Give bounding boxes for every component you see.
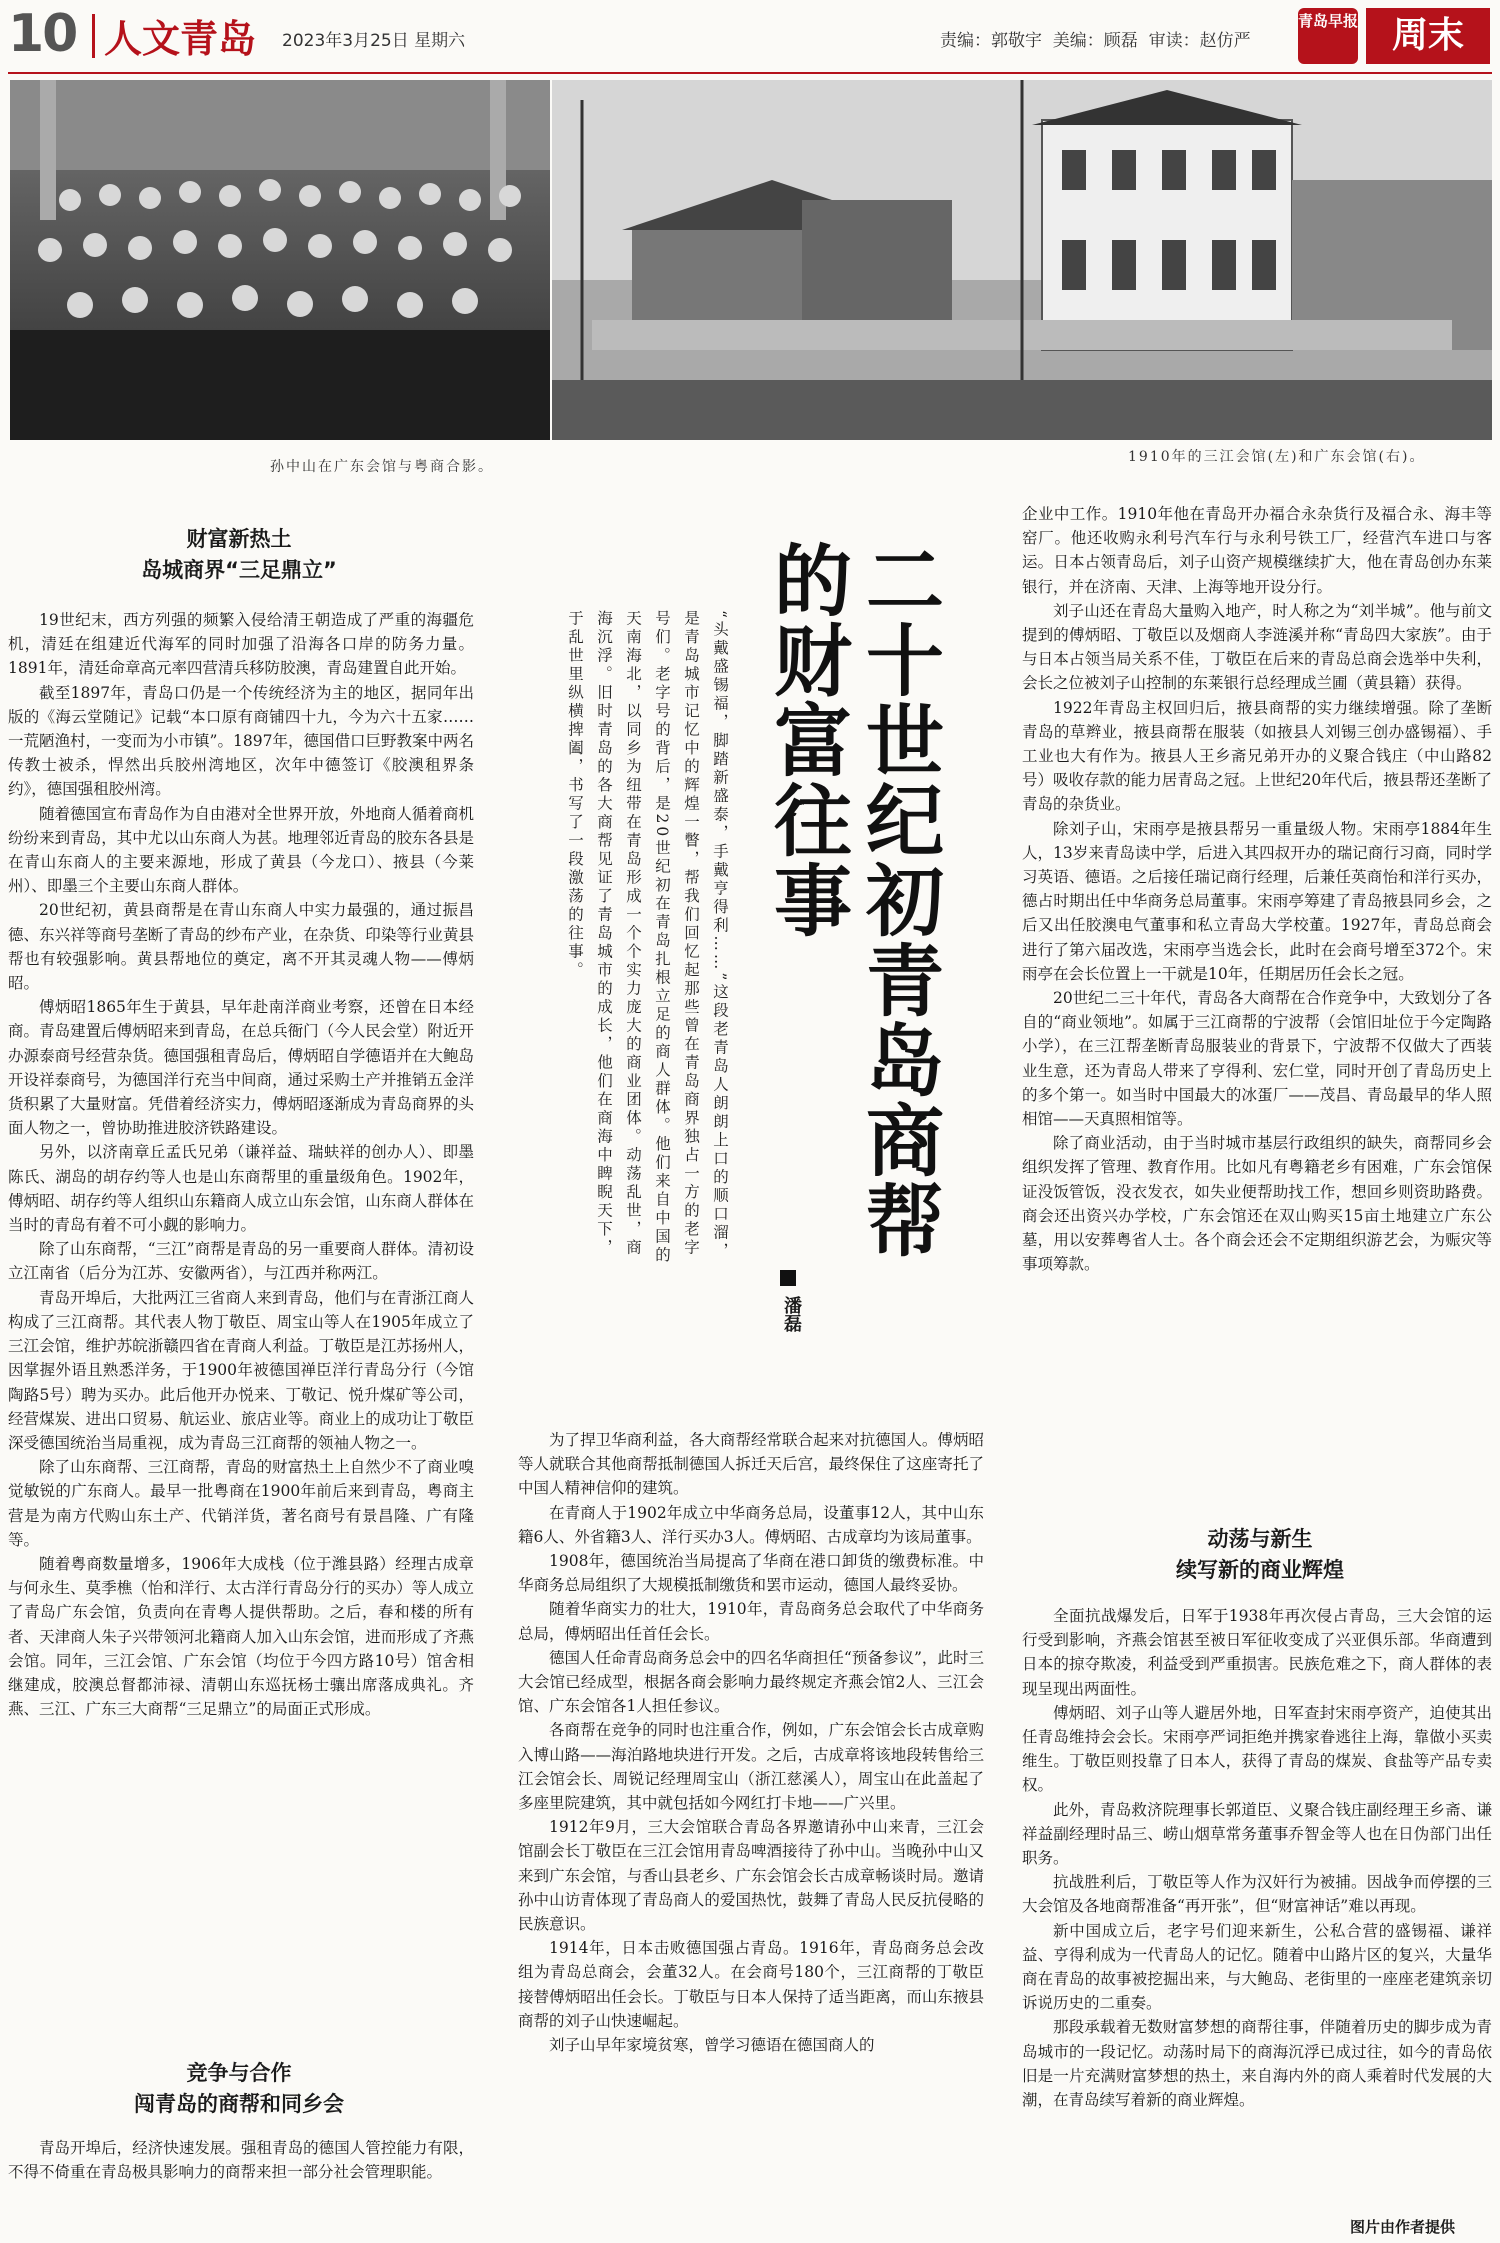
paragraph: 20世纪二三十年代，青岛各大商帮在合作竞争中，大致划分了各自的“商业领地”。如属于三江商帮的宁波帮（会馆旧址位于今定陶路小学），在三江帮垄断青岛服装业的背景下，宁波帮不仅做大了西装业生意，还为青岛人带来了亨得利、宏仁堂，同时开创了青岛历史上的多个第一。如当时中国最大的冰蛋厂——茂昌、青岛最早的华人照相馆——天真照相馆等。 bbox=[1022, 989, 1492, 1129]
paragraph: 另外，以济南章丘孟氏兄弟（谦祥益、瑞蚨祥的创办人）、即墨陈氏、湖岛的胡存约等人也是山东商帮里的重量级角色。1902年，傅炳昭、胡存约等人组织山东籍商人成立山东会馆，山东商人群体在当时的青岛有着不可小觑的影响力。 bbox=[8, 1143, 474, 1235]
author-name: 潘磊 bbox=[781, 1296, 802, 1332]
author-bullet bbox=[780, 1270, 796, 1286]
buildings-photo bbox=[552, 80, 1492, 440]
editor-credits: 责编：郭敬宇 美编：顾磊 审读：赵仿严 bbox=[940, 31, 1251, 51]
weekend-badge: 周末 bbox=[1366, 8, 1490, 64]
paragraph: 全面抗战爆发后，日军于1938年再次侵占青岛，三大会馆的运行受到影响，齐燕会馆甚至被日军征收变成了兴亚俱乐部。华商遭到日本的掠夺欺凌，利益受到严重损害。民族危难之下，商人群体的表现呈现出两面性。 bbox=[1022, 1607, 1492, 1698]
paragraph: 1908年，德国统治当局提高了华商在港口卸货的缴费标准。中华商务总局组织了大规模抵制缴货和罢市运动，德国人最终妥协。 bbox=[518, 1552, 984, 1595]
section-title: 人文青岛 bbox=[104, 17, 257, 61]
buildings-photo-image bbox=[552, 80, 1492, 440]
section-3-heading-line-2: 续写新的商业辉煌 bbox=[1176, 1558, 1344, 1582]
column-2 bbox=[518, 1428, 984, 2240]
group-photo bbox=[10, 80, 550, 440]
paragraph: 20世纪初，黄县商帮是在青山东商人中实力最强的，通过振昌德、东兴祥等商号垄断了青岛的纱布产业，在杂货、印染等行业黄县帮也有较强影响。黄县帮地位的奠定，离不开其灵魂人物——傅炳昭。 bbox=[8, 901, 474, 993]
paragraph: 除刘子山，宋雨亭是掖县帮另一重量级人物。宋雨亭1884年生人，13岁来青岛读中学，后进入其四叔开办的瑞记商行习商，同时学习英语、德语。之后接任瑞记商行经理，后兼任英商怡和洋行买办，德占时期出任中华商务总局董事。宋雨亭筹建了青岛掖县同乡会，之后又出任胶澳电气董事和私立青岛大学校董。1927年，青岛总商会进行了第六届改选，宋雨亭当选会长，此时在会商号增至372个。宋雨亭在会长位置上一干就是10年，任期居历任会长之冠。 bbox=[1022, 819, 1492, 983]
paragraph: 刘子山还在青岛大量购入地产，时人称之为“刘半城”。他与前文提到的傅炳昭、丁敬臣以及烟商人李涟溪并称“青岛四大家族”。由于与日本占领当局关系不佳，丁敬臣在后来的青岛总商会选举中失利，会长之位被刘子山控制的东莱银行总经理成兰圃（黄县籍）获得。 bbox=[1022, 601, 1492, 693]
right-photo-caption: 1910年的三江会馆(左)和广东会馆(右)。 bbox=[1128, 449, 1426, 465]
paragraph: 新中国成立后，老字号们迎来新生，公私合营的盛锡福、谦祥益、亨得利成为一代青岛人的记忆。随着中山路片区的复兴，大量华商在青岛的故事被挖掘出来，与大鲍岛、老街里的一座座老建筑亲切诉说历史的二重奏。 bbox=[1022, 1921, 1492, 2013]
paragraph: 青岛开埠后，经济快速发展。强租青岛的德国人管控能力有限，不得不倚重在青岛极具影响力的商帮来担一部分社会管理职能。 bbox=[8, 2139, 474, 2182]
paragraph: 企业中工作。1910年他在青岛开办福合永杂货行及福合永、海丰等窑厂。他还收购永利号汽车行与永利号铁工厂，经营汽车进口与客运。日本占领青岛后，刘子山资产规模继续扩大，他在青岛创办东莱银行，并在济南、天津、上海等地开设分行。 bbox=[1022, 505, 1492, 596]
paragraph: 随着德国宣布青岛作为自由港对全世界开放，外地商人循着商机纷纷来到青岛，其中尤以山东商人为甚。地理邻近青岛的胶东各县是在青山东商人的主要来源地，形成了黄县（今龙口）、掖县（今莱州）、即墨三个主要山东商人群体。 bbox=[8, 804, 474, 896]
newspaper-logo bbox=[1298, 8, 1358, 64]
section-1-heading-line-1: 财富新热土 bbox=[186, 527, 292, 551]
paragraph: 各商帮在竞争的同时也注重合作，例如，广东会馆会长古成章购入博山路——海泊路地块进行开发。之后，古成章将该地段转售给三江会馆会长、周锐记经理周宝山（浙江慈溪人），周宝山在此盖起了多座里院建筑，其中就包括如今网红打卡地——广兴里。 bbox=[518, 1721, 984, 1813]
logo-text: 青岛早报 bbox=[1298, 12, 1359, 30]
issue-date: 2023年3月25日 星期六 bbox=[282, 31, 466, 51]
header-divider bbox=[92, 14, 95, 58]
left-photo-caption: 孙中山在广东会馆与粤商合影。 bbox=[270, 459, 494, 475]
paragraph: 随着华商实力的壮大，1910年，青岛商务总会取代了中华商务总局，傅炳昭出任首任会长。 bbox=[518, 1600, 984, 1643]
paragraph: 刘子山早年家境贫寒，曾学习德语在德国商人的 bbox=[549, 2036, 875, 2055]
paragraph: 傅炳昭、刘子山等人避居外地，日军查封宋雨亭资产，迫使其出任青岛维持会会长。宋雨亭严词拒绝并携家眷逃往上海，靠做小买卖维生。丁敬臣则投靠了日本人，获得了青岛的煤炭、食盐等产品专卖权。 bbox=[1022, 1703, 1492, 1795]
column-3-bottom bbox=[1022, 1604, 1492, 2212]
paragraph: 青岛开埠后，大批两江三省商人来到青岛，他们与在青浙江商人构成了三江商帮。其代表人物丁敬臣、周宝山等人在1905年成立了三江会馆，维护苏皖浙赣四省在青商人利益。丁敬臣是江苏扬州人，因掌握外语且熟悉洋务，于1900年被德国禅臣洋行青岛分行（今馆陶路5号）聘为买办。此后他开办悦来、丁敬记、悦升煤矿等公司，经营煤炭、进出口贸易、航运业、旅店业等。商业上的成功让丁敬臣深受德国统治当局重视，成为青岛三江商帮的领袖人物之一。 bbox=[8, 1288, 474, 1452]
paragraph: 19世纪末，西方列强的频繁入侵给清王朝造成了严重的海疆危机，清廷在组建近代海军的同时加强了沿海各口岸的防务力量。1891年，清廷命章高元率四营清兵移防胶澳，青岛建置自此开始。 bbox=[8, 611, 474, 678]
section-1-heading bbox=[44, 524, 434, 586]
paragraph: 傅炳昭1865年生于黄县，早年赴南洋商业考察，还曾在日本经商。青岛建置后傅炳昭来到青岛，在总兵衙门（今人民会堂）附近开办源泰商号经营杂货。德国强租青岛后，傅炳昭自学德语并在大鲍岛开设祥泰商号，为德国洋行充当中间商，通过采购土产并推销五金洋货积累了大量财富。凭借着经济实力，傅炳昭逐渐成为青岛商界的头面人物之一，曾协助推进胶济铁路建设。 bbox=[8, 998, 474, 1138]
section-1-heading-line-2: 岛城商界“三足鼎立” bbox=[141, 558, 337, 582]
section-2-heading bbox=[44, 2058, 434, 2120]
paragraph: 在青商人于1902年成立中华商务总局，设董事12人，其中山东籍6人、外省籍3人、洋行买办3人。傅炳昭、古成章均为该局董事。 bbox=[518, 1503, 984, 1546]
paragraph: 1912年9月，三大会馆联合青岛各界邀请孙中山来青，三江会馆副会长丁敬臣在三江会馆用青岛啤酒接待了孙中山。当晚孙中山又来到广东会馆，与香山县老乡、广东会馆会长古成章畅谈时局。邀请孙中山访青体现了青岛商人的爱国热忱，鼓舞了青岛人民反抗侵略的民族意识。 bbox=[518, 1818, 984, 1934]
paragraph: 除了山东商帮、三江商帮，青岛的财富热土上自然少不了商业嗅觉敏锐的广东商人。最早一批粤商在1900年前后来到青岛，粤商主营是为南方代购山东土产、代销洋货，著名商号有景昌隆、广有隆等。 bbox=[8, 1458, 474, 1549]
column-1 bbox=[8, 608, 474, 1996]
paragraph: 那段承载着无数财富梦想的商帮往事，伴随着历史的脚步成为青岛城市的一段记忆。动荡时局下的商海沉浮已成过往，如今的青岛依旧是一片充满财富梦想的热土，来自海内外的商人乘着时代发展的大潮，在青岛续写着新的商业辉煌。 bbox=[1022, 2018, 1492, 2110]
paragraph: 此外，青岛救济院理事长郭道臣、义聚合钱庄副经理王乡斋、谦祥益副经理时品三、崂山烟草常务董事乔智金等人也在日伪部门出任职务。 bbox=[1022, 1800, 1492, 1868]
paragraph: 抗战胜利后，丁敬臣等人作为汉奸行为被捕。因战争而停摆的三大会馆及各地商帮准备“再开张”，但“财富神话”难以再现。 bbox=[1022, 1873, 1492, 1916]
section-2-heading-line-2: 闯青岛的商帮和同乡会 bbox=[134, 2092, 344, 2116]
column-1-bottom bbox=[8, 2136, 474, 2240]
paragraph: 除了商业活动，由于当时城市基层行政组织的缺失，商帮同乡会组织发挥了管理、教育作用。比如凡有粤籍老乡有困难，广东会馆保证没饭管饭，没衣发衣，如失业便帮助找工作，想回乡则资助路费。商会还出资兴办学校，广东会馆还在双山购买15亩土地建立广东公墓，用以安葬粤省人士。各个商会还会不定期组织游艺会，为赈灾等事项筹款。 bbox=[1022, 1134, 1492, 1274]
paragraph: 为了捍卫华商利益，各大商帮经常联合起来对抗德国人。傅炳昭等人就联合其他商帮抵制德国人拆迁天后宫，最终保住了这座寄托了中国人精神信仰的建筑。 bbox=[518, 1431, 984, 1498]
section-3-heading-line-1: 动荡与新生 bbox=[1207, 1527, 1313, 1551]
article-intro: “头戴盛锡福，脚踏新盛泰，手戴亨得利……”这段老青岛人朗朗上口的顺口溜，是青岛城市记忆中的辉煌一瞥，帮我们回忆起那些曾在青岛商界独占一方的老字号们。老字号的背后，是20世纪初在青岛扎根立足的商人群体。他们来自中国的天南海北，以同乡为纽带在青岛形成一个个实力庞大的商业团体。动荡乱世，商海沉浮。旧时青岛的各大商帮见证了青岛城市的成长，他们在商海中睥睨天下，于乱世里纵横捭阖，书写了一段激荡的往事。 bbox=[566, 610, 729, 1265]
column-3 bbox=[1022, 502, 1492, 1516]
page-number: 10 bbox=[8, 4, 77, 64]
paragraph: 德国人任命青岛商务总会中的四名华商担任“预备参议”，此时三大会馆已经成型，根据各商会影响力最终规定齐燕会馆2人、三江会馆、广东会馆各1人担任参议。 bbox=[518, 1648, 984, 1716]
group-photo-image bbox=[10, 80, 550, 440]
paragraph: 随着粤商数量增多，1906年大成栈（位于潍县路）经理古成章与何永生、莫季樵（怡和洋行、太古洋行青岛分行的买办）等人成立了青岛广东会馆，负责向在青粤人提供帮助。之后，春和楼的所有者、天津商人朱子兴带领河北籍商人加入山东会馆，进而形成了齐燕会馆。同年，三江会馆、广东会馆（均位于今四方路10号）馆舍相继建成，胶澳总督都沛禄、清朝山东巡抚杨士骧出席落成典礼。齐燕、三江、广东三大商帮“三足鼎立”的局面正式形成。 bbox=[8, 1554, 474, 1719]
article-title: 二十世纪初青岛商帮的财富往事 bbox=[761, 540, 944, 1260]
paragraph: 1914年，日本击败德国强占青岛。1916年，青岛商务总会改组为青岛总商会，会董32人。在会商号180个，三江商帮的丁敬臣接替傅炳昭出任会长。丁敬臣与日本人保持了适当距离，而山东掖县商帮的刘子山快速崛起。 bbox=[518, 1939, 984, 2030]
section-3-heading bbox=[1060, 1524, 1460, 1586]
paragraph: 1922年青岛主权回归后，掖县商帮的实力继续增强。除了垄断青岛的草辫业，掖县商帮在服装（如掖县人刘锡三创办盛锡福）、手工业也大有作为。掖县人王乡斋兄弟开办的义聚合钱庄（中山路82号）吸收存款的能力居青岛之冠。上世纪20年代后，掖县帮还垄断了青岛的杂货业。 bbox=[1022, 698, 1492, 814]
paragraph: 除了山东商帮，“三江”商帮是青岛的另一重要商人群体。清初设立江南省（后分为江苏、安徽两省），与江西并称两江。 bbox=[8, 1240, 474, 1283]
header-rule bbox=[8, 72, 1492, 74]
photo-credit: 图片由作者提供 bbox=[1350, 2218, 1456, 2236]
section-2-heading-line-1: 竞争与合作 bbox=[186, 2061, 292, 2085]
paragraph: 截至1897年，青岛口仍是一个传统经济为主的地区，据同年出版的《海云堂随记》记载“本口原有商铺四十九，今为六十五家……一荒陋渔村，一变而为小市镇”。1897年，德国借口巨野教案中两名传教士被杀，悍然出兵胶州湾地区，次年中德签订《胶澳租界条约》，德国强租胶州湾。 bbox=[8, 683, 474, 799]
